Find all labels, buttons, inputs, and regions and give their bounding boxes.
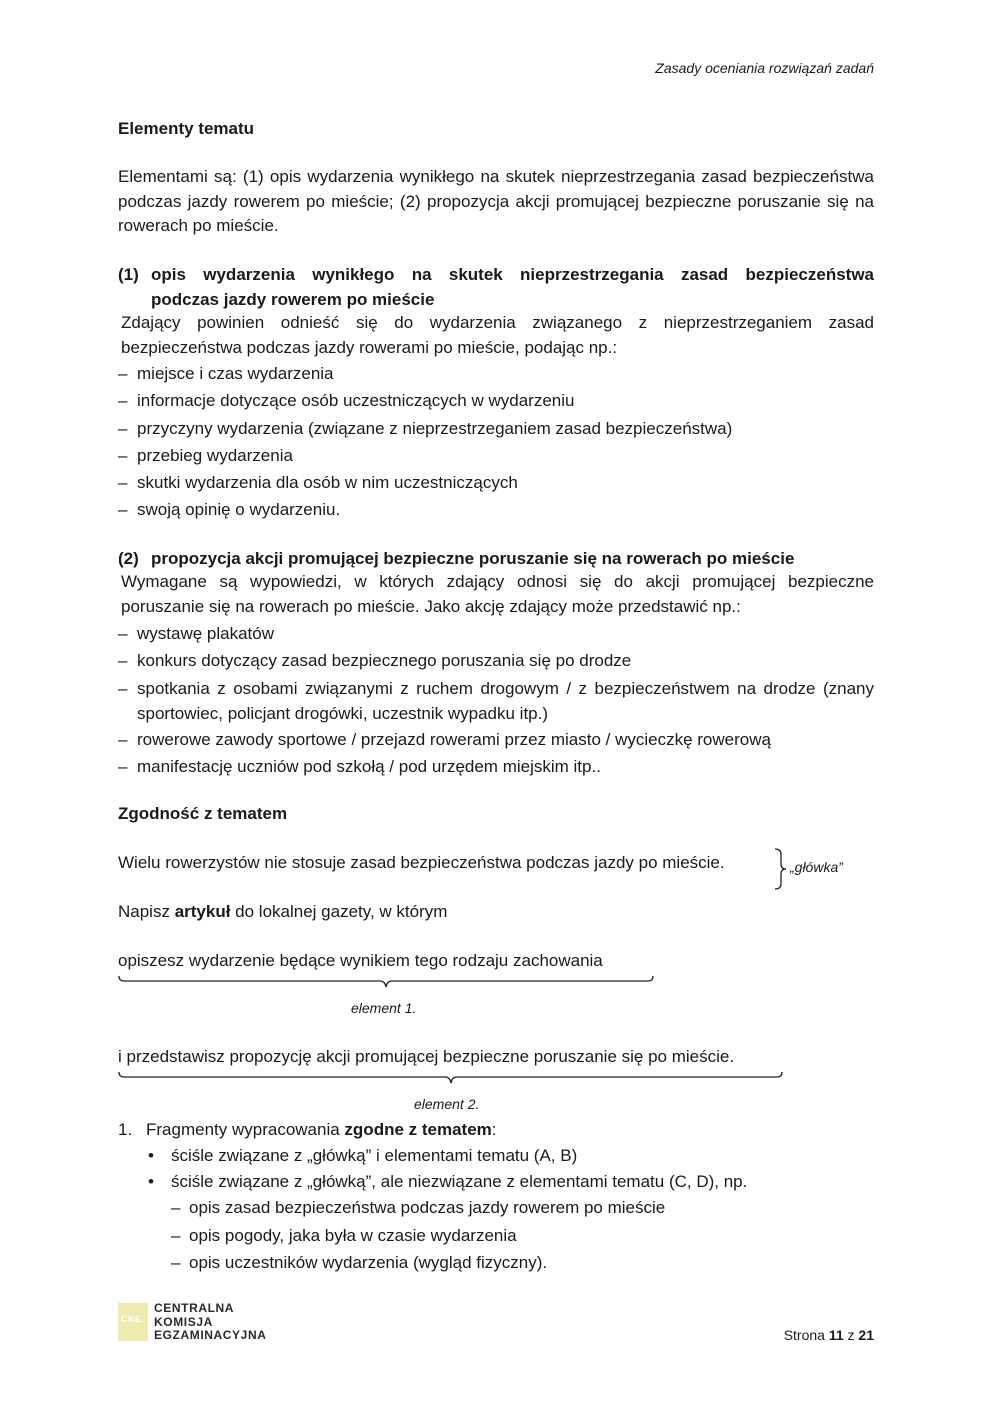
page-number: Strona 11 z 21 bbox=[783, 1327, 874, 1343]
cke-logo-text: CENTRALNA KOMISJA EGZAMINACYJNA bbox=[154, 1301, 267, 1343]
list-item: • ściśle związane z „główką” i elementami tematu (A, B) bbox=[141, 1143, 874, 1169]
running-header: Zasady oceniania rozwiązań zadań bbox=[655, 60, 874, 76]
point1-line: 1. Fragmenty wypracowania zgodne z tematem: bbox=[118, 1120, 497, 1139]
list-item: – opis zasad bezpieczeństwa podczas jazdy rowerem po mieście bbox=[171, 1194, 874, 1222]
element1-title-line1: opis wydarzenia wynikłego na skutek nieprzestrzegania zasad bezpieczeństwa bbox=[151, 265, 874, 284]
list-item: – miejsce i czas wydarzenia bbox=[118, 360, 874, 387]
cke-logo-icon: CKE bbox=[118, 1303, 148, 1341]
list-item: – przyczyny wydarzenia (związane z nieprzestrzeganiem zasad bezpieczeństwa) bbox=[118, 415, 874, 442]
underbrace-icon bbox=[118, 975, 654, 991]
list-item: – konkurs dotyczący zasad bezpiecznego poruszania się po drodze bbox=[118, 647, 874, 674]
element2-description: Wymagane są wypowiedzi, w których zdający odnosi się do akcji promującej bezpieczne poruszanie się na rowerach po mieście. Jako akcję zdający może przedstawić np.: bbox=[121, 572, 874, 616]
topic-element2-text: i przedstawisz propozycję akcji promującej bezpieczne poruszanie się po mieście. bbox=[118, 1047, 735, 1066]
list-item: – opis pogody, jaka była w czasie wydarzenia bbox=[171, 1222, 874, 1250]
head-label: „główka” bbox=[790, 859, 843, 875]
element1-number: (1) bbox=[118, 265, 139, 284]
point1-bullets bbox=[141, 1143, 874, 1195]
section-heading-compliance: Zgodność z tematem bbox=[118, 804, 288, 823]
underbrace-icon bbox=[118, 1071, 784, 1087]
list-item: – skutki wydarzenia dla osób w nim uczestniczących bbox=[118, 469, 874, 496]
element1-title-line2: podczas jazdy rowerem po mieście bbox=[151, 290, 435, 309]
list-item: – swoją opinię o wydarzeniu. bbox=[118, 496, 874, 523]
list-item: – przebieg wydarzenia bbox=[118, 442, 874, 469]
topic-head-sentence: Wielu rowerzystów nie stosuje zasad bezpieczeństwa podczas jazdy po mieście. bbox=[118, 853, 725, 872]
element2-heading bbox=[118, 546, 874, 571]
element1-list bbox=[118, 360, 874, 524]
point1-number: 1. bbox=[118, 1120, 133, 1139]
list-item: – informacje dotyczące osób uczestniczących w wydarzeniu bbox=[118, 387, 874, 414]
topic-instruction: Napisz artykuł do lokalnej gazety, w którym bbox=[118, 902, 448, 921]
element2-list bbox=[118, 620, 874, 780]
list-item: – rowerowe zawody sportowe / przejazd rowerami przez miasto / wycieczkę rowerową bbox=[118, 726, 874, 753]
topic-element1-text: opiszesz wydarzenie będące wynikiem tego rodzaju zachowania bbox=[118, 951, 603, 970]
element1-label: element 1. bbox=[351, 1000, 417, 1016]
list-item: – spotkania z osobami związanymi z ruchem drogowym / z bezpieczeństwem na drodze (znany sportowiec, policjant drogówki, uczestnik wypadku itp.) bbox=[118, 675, 874, 726]
form-name: artykuł bbox=[174, 902, 231, 921]
list-item: – manifestację uczniów pod szkołą / pod urzędem miejskim itp.. bbox=[118, 753, 874, 780]
list-item: – opis uczestników wydarzenia (wygląd fizyczny). bbox=[171, 1249, 874, 1277]
elements-intro-paragraph: Elementami są: (1) opis wydarzenia wynikłego na skutek nieprzestrzegania zasad bezpieczeństwa podczas jazdy rowerem po mieście; (2) propozycja akcji promującej bezpieczne poruszanie się na rowerach po mieście. bbox=[118, 167, 874, 235]
list-item: – wystawę plakatów bbox=[118, 620, 874, 647]
list-item: • ściśle związane z „główką”, ale niezwiązane z elementami tematu (C, D), np. bbox=[141, 1169, 874, 1195]
element1-description: Zdający powinien odnieść się do wydarzenia związanego z nieprzestrzeganiem zasad bezpieczeństwa podczas jazdy rowerami po mieście, podając np.: bbox=[121, 313, 874, 357]
point1-sub-list bbox=[171, 1194, 874, 1277]
element2-title: propozycja akcji promującej bezpieczne poruszanie się na rowerach po mieście bbox=[151, 549, 795, 568]
element2-label: element 2. bbox=[414, 1096, 480, 1112]
right-brace-icon bbox=[774, 848, 788, 890]
element2-number: (2) bbox=[118, 549, 139, 568]
element1-heading bbox=[118, 262, 874, 312]
section-heading-elements: Elementy tematu bbox=[118, 119, 255, 138]
